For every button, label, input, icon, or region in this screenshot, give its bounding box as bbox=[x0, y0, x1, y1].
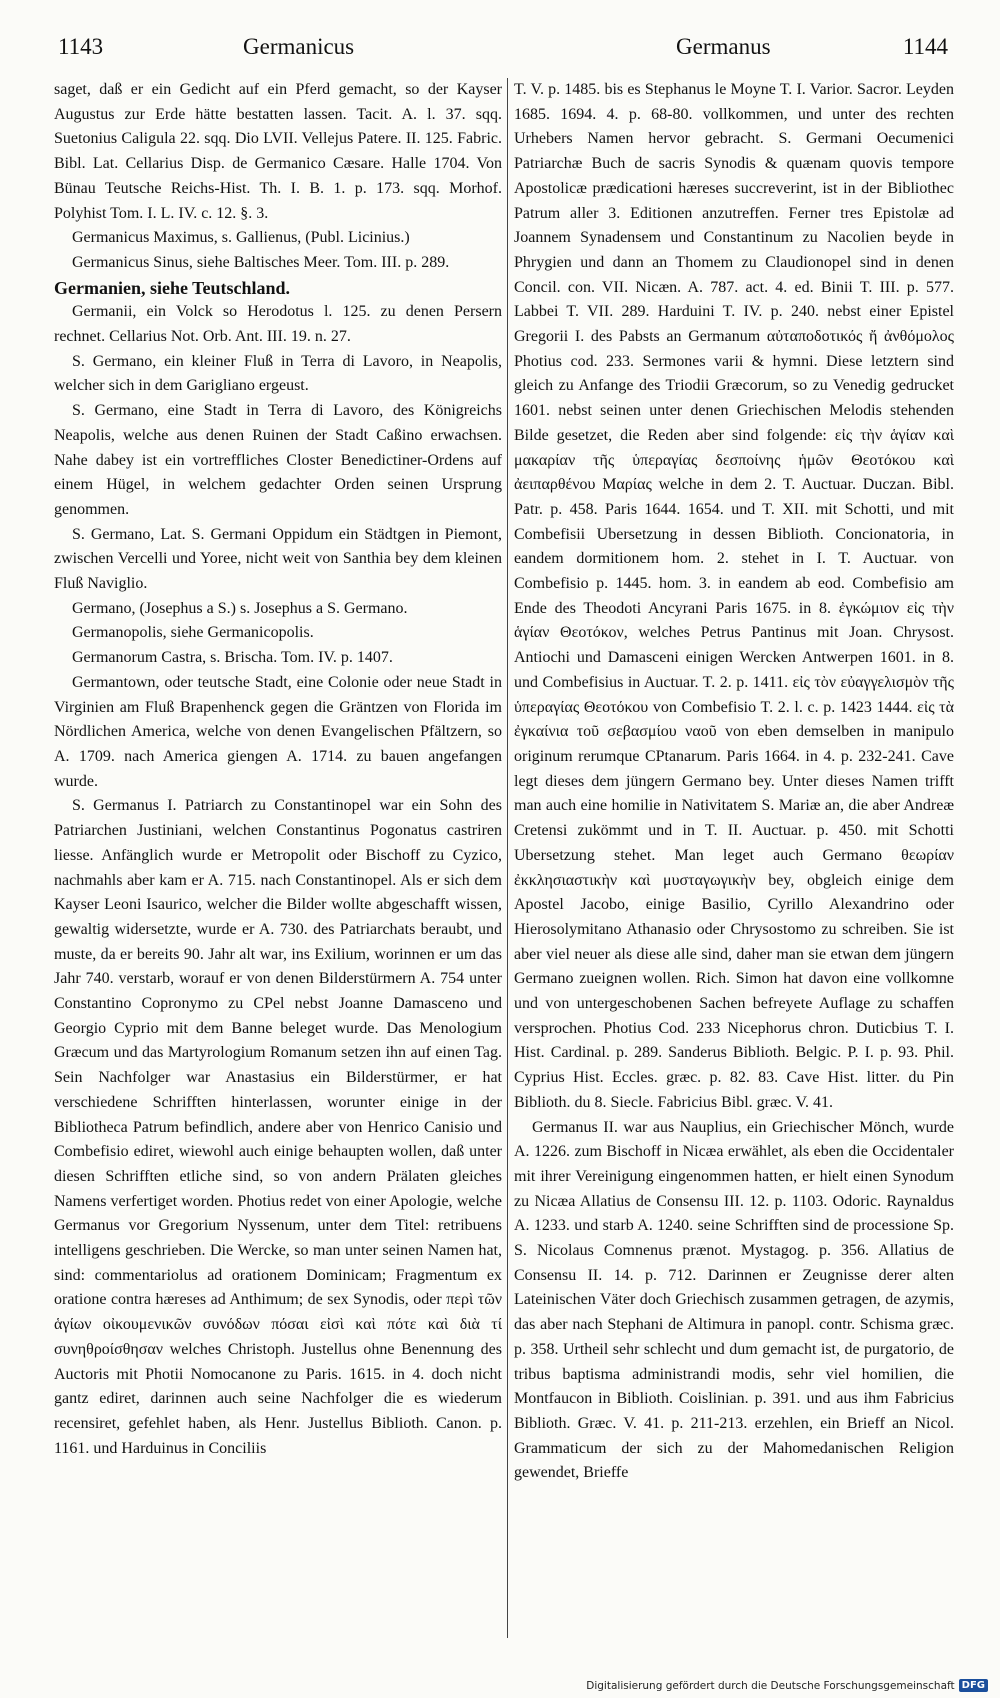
running-title-left: Germanicus bbox=[243, 34, 355, 59]
entry-paragraph: Germantown, oder teutsche Stadt, eine Colonie oder neue Stadt in Virginien am Fluß Brapenhenck gegen die Gräntzen von Florida im Nördlichen America, welche von denen Evangelischen Pfältzern, so A. 1709. nach America giengen A. 1714. zu bauen angefangen wurde. bbox=[54, 673, 502, 790]
entry-paragraph: Germano, (Josephus a S.) s. Josephus a S. Germano. bbox=[72, 599, 408, 617]
column-divider bbox=[507, 78, 508, 1638]
entry-heading: Germanien, siehe Teutschland. bbox=[54, 277, 291, 298]
running-header bbox=[58, 34, 948, 62]
entry-paragraph: Germanii, ein Volck so Herodotus l. 125. zu denen Persern rechnet. Cellarius Not. Orb. Ant. III. 19. n. 27. bbox=[54, 303, 502, 346]
entry-paragraph: S. Germano, Lat. S. Germani Oppidum ein Städtgen in Piemont, zwischen Vercelli und Yoree, nicht weit von Santhia bey dem kleinen Fluß Naviglio. bbox=[54, 525, 502, 593]
footer-credit: Digitalisierung gefördert durch die Deutsche Forschungsgemeinschaft bbox=[586, 1679, 955, 1692]
running-title-right: Germanus bbox=[676, 34, 771, 59]
page-number-right: 1144 bbox=[902, 34, 948, 59]
dfg-logo-icon: DFG bbox=[959, 1679, 988, 1692]
left-column bbox=[54, 78, 502, 1648]
digitization-footer bbox=[586, 1679, 988, 1692]
entry-paragraph: S. Germano, eine Stadt in Terra di Lavoro, des Königreichs Neapolis, welche aus denen Ruinen der Stadt Caßino erwachsen. Nahe dabey ist ein vortreffliches Closter Benedictiner-Ordens auf einem Hügel, in welchem gedachter Orden seinen Ursprung genommen. bbox=[54, 402, 502, 518]
entry-paragraph: Germanopolis, siehe Germanicopolis. bbox=[72, 624, 314, 642]
entry-paragraph: Germanorum Castra, s. Brischa. Tom. IV. p. 1407. bbox=[72, 649, 393, 667]
entry-paragraph: saget, daß er ein Gedicht auf ein Pferd gemacht, so der Kayser Augustus zur Erde hätte bestatten lassen. Tacit. A. l. 37. sqq. Suetonius Caligula 22. sqq. Dio LVII. Vellejus Patere. II. 125. Fabric. Bibl. Lat. Cellarius Disp. de Germanico Cæsare. Halle 1704. Von Bünau Teutsche Reichs-Hist. Th. I. B. 1. p. 173. sqq. Morhof. Polyhist Tom. I. L. IV. c. 12. §. 3. bbox=[54, 81, 502, 222]
entry-paragraph: S. Germanus I. Patriarch zu Constantinopel war ein Sohn des Patriarchen Justiniani, welchen Constantinus Pogonatus castriren liesse. Anfänglich wurde er Metropolit oder Bischoff zu Cyzico, nachmahls aber kam er A. 715. nach Constantinopel. Als er sich dem Kayser Leoni Isaurico, welcher die Bilder wollte abgeschafft wissen, gewaltig widersetzte, wurde er A. 730. des Patriarchats beraubt, und muste, da er bereits 90. Jahr alt war, ins Exilium, worinnen er um das Jahr 740. verstarb, worauf er von denen Bilderstürmern A. 754 unter Constantino Copronymo zu CPel nebst Joanne Damasceno und Georgio Cyprio mit dem Banne beleget wurde. Das Menologium Græcum und das Martyrologium Romanum setzen ihn auf einen Tag. Sein Nachfolger war Anastasius ein Bilderstürmer, er hat verschiedene Schrifften hinterlassen, worunter einige in der Bibliotheca Patrum befindlich, andere aber von Henrico Canisio und Combefisio ediret, wiewohl auch einige behaupten wollen, daß unter diesen Schrifften etliche sind, so von andern Prälaten gleiches Namens verfertiget worden. Photius redet von einer Apologie, welche Germanus vor Gregorium Nyssenum, unter dem Titel: retribuens intelligens geschrieben. Die Wercke, so man unter seinen Namen hat, sind: commentariolus ad orationem Dominicam; Fragmentum ex oratione contra hæreses ad Anthimum; de sex Synodis, oder περὶ τῶν ἁγίων οἰκουμενικῶν συνόδων πόσαι εἰσὶ καὶ πότε καὶ διὰ τί συνηθροίσθησαν welches Christoph. Justellus ohne Benennung des Auctoris mit Photii Nomocanone zu Paris. 1615. in 4. doch nicht gantz ediret, darinnen auch seine Nachfolger die es wiederum recensiret, gefehlet haben, als Henr. Justellus Biblioth. Canon. p. 1161. und Harduinus in Conciliis bbox=[54, 797, 502, 1457]
entry-paragraph: Germanus II. war aus Nauplius, ein Griechischer Mönch, wurde A. 1226. zum Bischoff in Nicæa erwählet, als eben die Occidentaler mit ihrer Vereinigung eingenommen hatten, er hielt einen Synodum zu Nicæa Allatius de Consensu III. 12. p. 1103. Odoric. Raynaldus A. 1233. und starb A. 1240. seine Schrifften sind de processione Sp. S. Nicolaus Comnenus prænot. Mystagog. p. 356. Allatius de Consensu II. 14. p. 712. Darinnen er Zeugnisse derer alten Lateinischen Väter doch Griechisch zusammen getragen, de azymis, das aber nach Stephani de Altimura in panopl. contr. Schisma græc. p. 358. Urtheil sehr schlecht und dum gemacht ist, de purgatorio, de tribus baptisma administrandi modis, sehr viel homilien, die Montfaucon in Biblioth. Coislinian. p. 391. und aus ihm Fabricius Biblioth. Græc. V. 41. p. 211-213. erzehlen, ein Brieff an Nicol. Grammaticum der sich zu der Mahomedanischen Religion gewendet, Brieffe bbox=[514, 1118, 954, 1482]
entry-paragraph: Germanicus Maximus, s. Gallienus, (Publ. Licinius.) bbox=[72, 229, 410, 247]
right-column bbox=[514, 78, 954, 1648]
page-number-left: 1143 bbox=[58, 34, 104, 59]
entry-paragraph: Germanicus Sinus, siehe Baltisches Meer. Tom. III. p. 289. bbox=[72, 253, 450, 271]
entry-paragraph: T. V. p. 1485. bis es Stephanus le Moyne T. I. Varior. Sacror. Leyden 1685. 1694. 4. p. 68-80. vollkommen, und unter des rechten Urhebers Namen hervor gebracht. S. Germani Oecumenici Patriarchæ Buch de sacris Synodis & quænam quovis tempore Apostolicæ prædicationi hæreses succreverint, ist in der Bibliothec Patrum aller 3. Editionen anzutreffen. Ferner tres Epistolæ ad Joannem Synadensem und Constantinum zu Nacolien beyde in Phrygien und dann an Thomem zu Claudionopel sind in denen Concil. con. VII. Nicæn. A. 787. act. 4. ed. Binii T. III. p. 577. Labbei T. VII. 289. Harduini T. IV. p. 240. nebst einer Epistel Gregorii I. des Pabsts an Germanum αὐταποδοτικός ἤ ἀνθόμολος Photius cod. 233. Sermones varii & hymni. Diese letztern sind gleich zu Anfange des Triodii Græcorum, so zu Venedig gedrucket 1601. nebst seinen unter denen Griechischen Melodis stehenden Bilde gesetzet, die Reden aber sind folgende: εἰς τὴν ἁγίαν καὶ μακαρίαν τῆς ὑπεραγίας δεσποίνης ἡμῶν Θεοτόκου καὶ ἀειπαρθένου Μαρίας welche in dem 2. T. Auctuar. Duczan. Bibl. Patr. p. 458. Paris 1644. 1654. und T. XII. mit Schotti, und mit Combefisii Ubersetzung in dessen Biblioth. Concionatoria, in eandem dormitionem hom. 2. stehet in I. T. Auctuar. von Combefisio p. 1445. hom. 3. in eandem ab eod. Combefisio am Ende des Theodoti Ancyrani Paris 1675. in 8. ἐγκώμιον εἰς τὴν ἁγίαν Θεοτόκον, welches Petrus Pantinus mit Joan. Chrysost. Antiochi und Damasceni einigen Wercken Antwerpen 1601. in 8. und Combefisius in Auctuar. T. 2. p. 1411. εἰς τὸν εὐαγγελισμὸν τῆς ὑπεραγίας Θεοτόκου von Combefisio T. 2. l. c. p. 1423 1444. εἰς τὰ ἐγκαίνια τοῦ σεβασμίου ναοῦ von eben demselben in manipulo originum rerumque CPtanarum. Paris 1664. in 4. p. 232-241. Cave legt dieses dem jüngern Germano bey. Unter dieses Namen trifft man auch eine homilie in Nativitatem S. Mariæ an, die aber Andreæ Cretensi zukömmt und in T. II. Auctuar. p. 450. mit Schotti Ubersetzung stehet. Man leget auch Germano θεωρίαν ἐκκλησιαστικὴν καὶ μυσταγωγικὴν bey, obgleich einige dem Apostel Jacobo, einige Basilio, Cyrillo Alexandrino oder Hierosolymitano Athanasio oder Chrysostomo zu schreiben. Sie ist aber viel neuer als diese alle sind, daher man sie etwan dem jüngern Germano zueignen wollen. Rich. Simon hat davon eine vollkomne und von untergeschobenen Sachen befreyete Auflage zu schaffen versprochen. Photius Cod. 233 Nicephorus chron. Duticbius T. I. Hist. Cardinal. p. 289. Sanderus Biblioth. Belgic. P. I. p. 93. Phil. Cyprius Hist. Eccles. græc. p. 82. 83. Cave Hist. litter. du Pin Biblioth. du 8. Siecle. Fabricius Bibl. græc. V. 41. bbox=[514, 81, 954, 1111]
entry-paragraph: S. Germano, ein kleiner Fluß in Terra di Lavoro, in Neapolis, welcher sich in dem Garigliano ergeust. bbox=[54, 352, 502, 395]
